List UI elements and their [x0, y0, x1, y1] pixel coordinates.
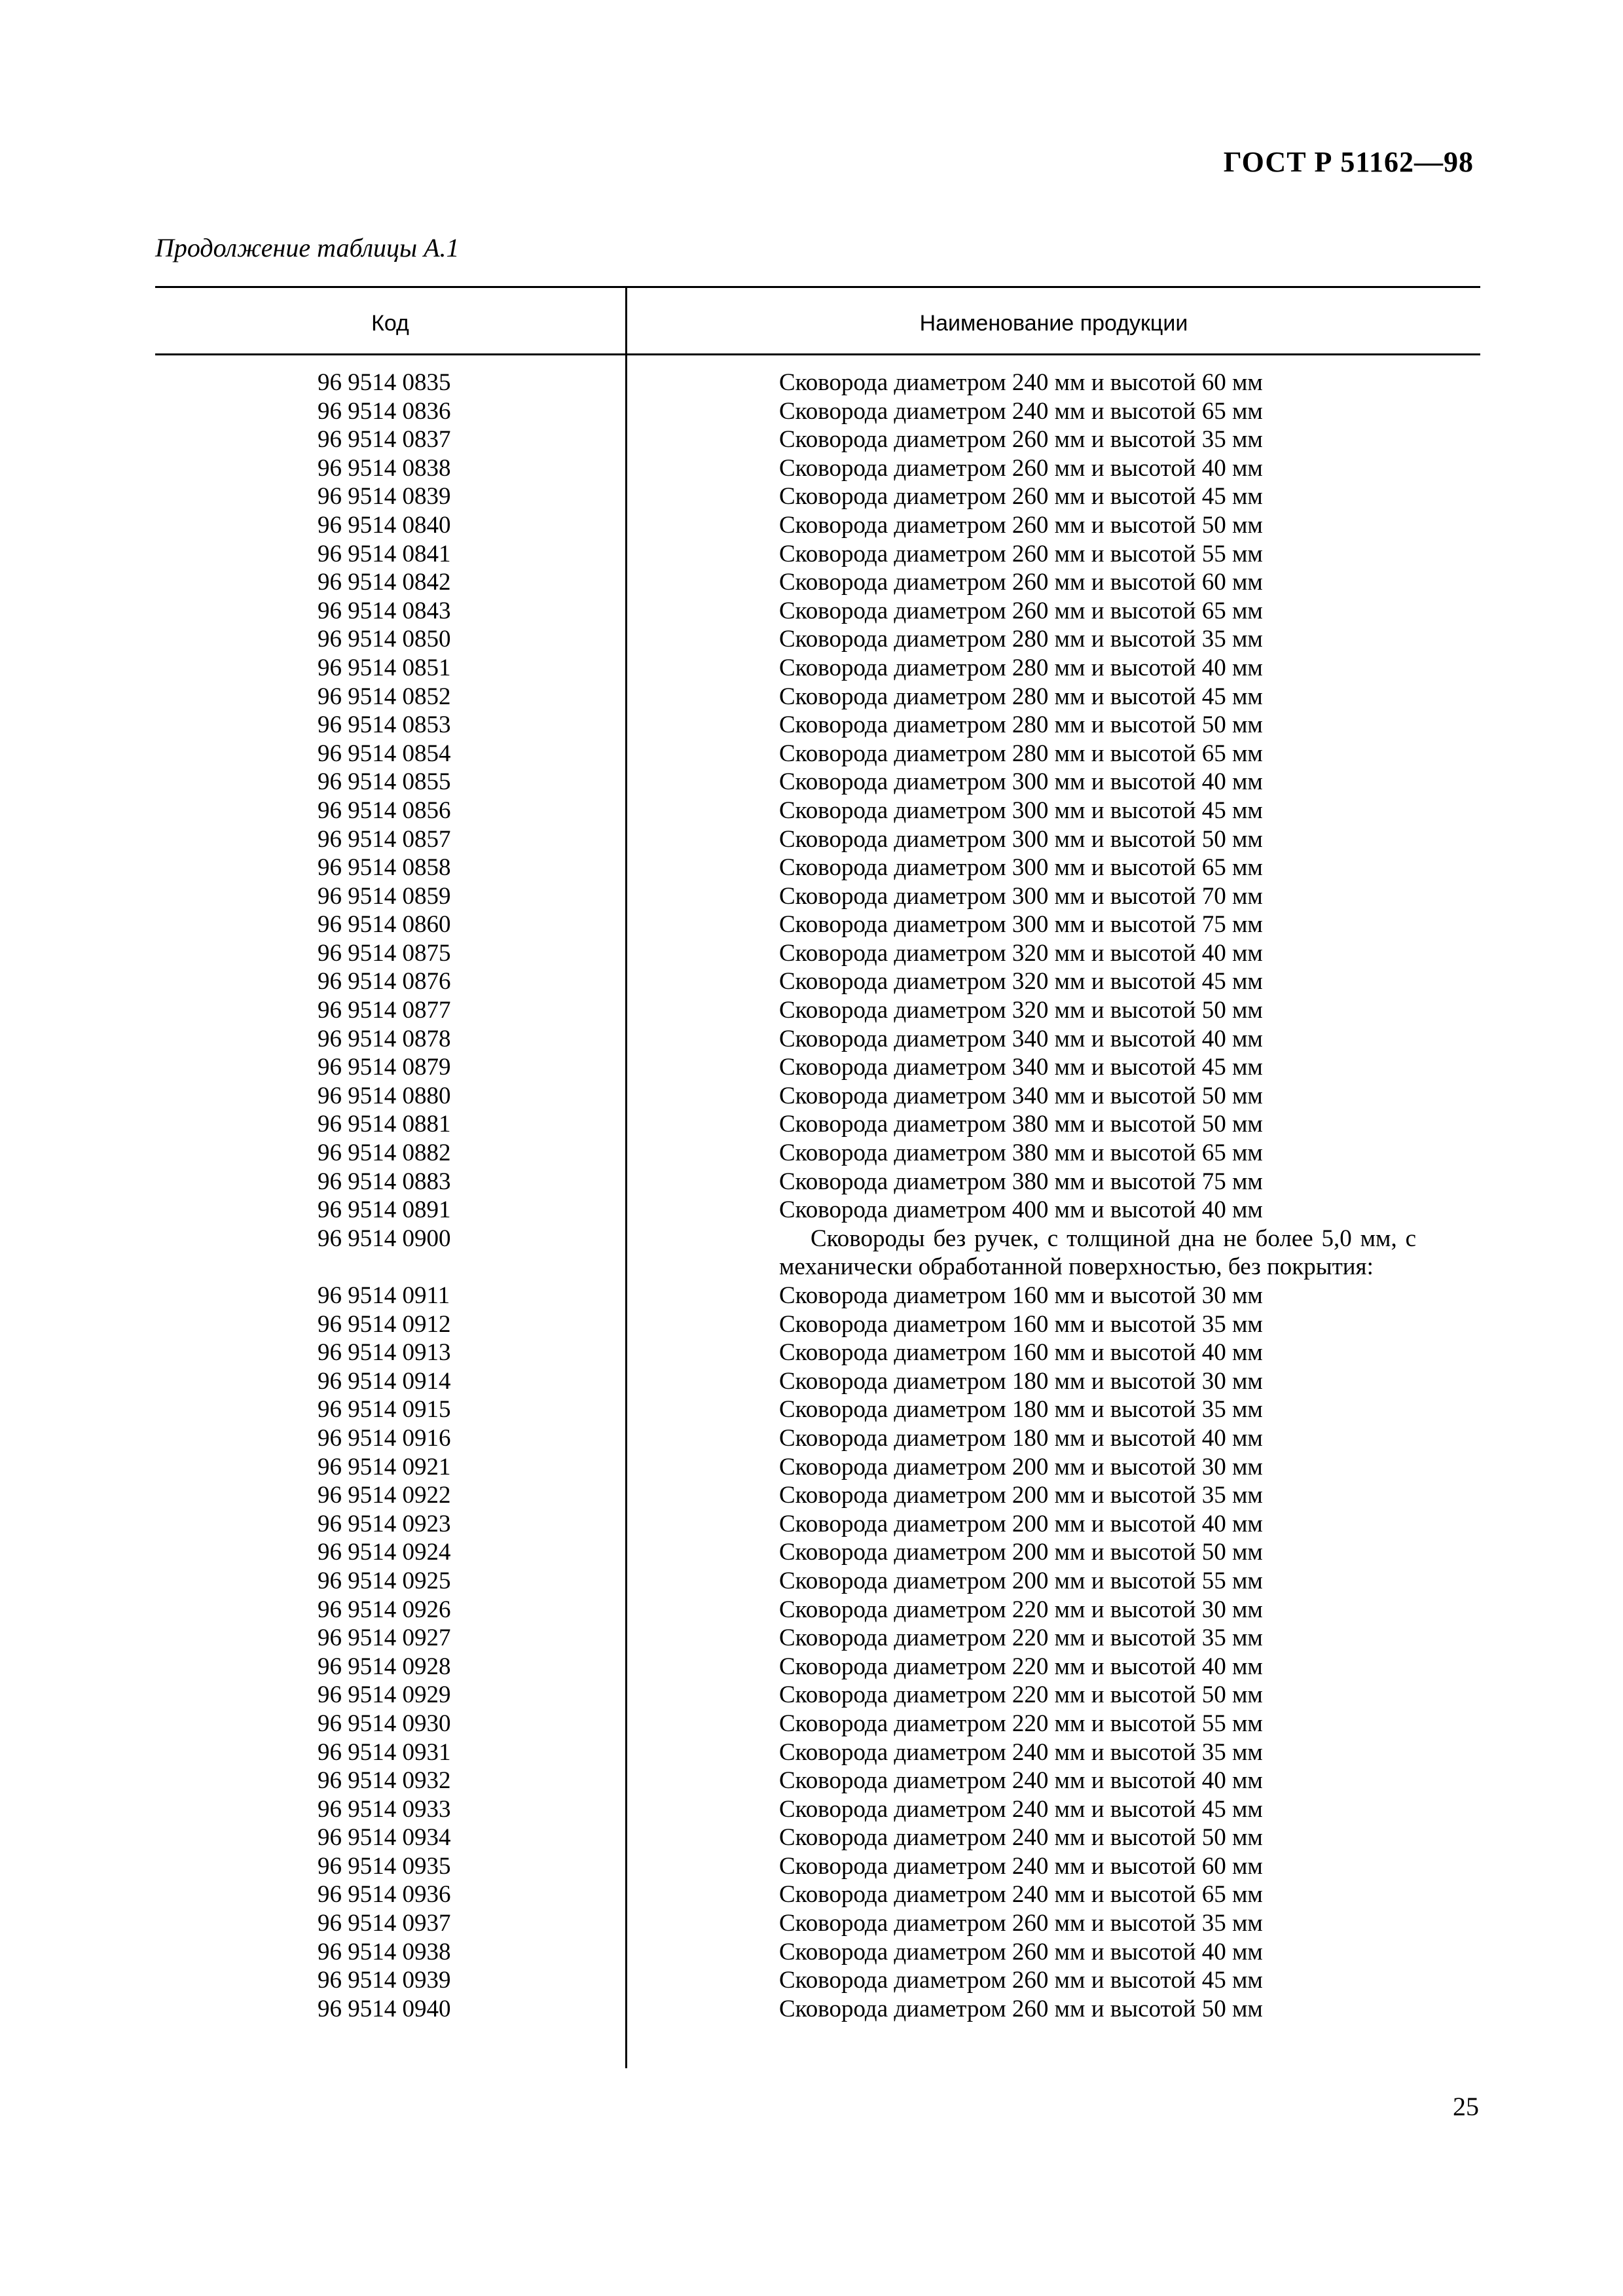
product-code: 96 9514 0933 [318, 1795, 451, 1823]
table-row [155, 1282, 1480, 1310]
product-name: Сковорода диаметром 180 мм и высотой 40 мм [779, 1424, 1263, 1452]
product-name: Сковорода диаметром 380 мм и высотой 75 мм [779, 1168, 1263, 1195]
product-name: Сковорода диаметром 320 мм и высотой 40 мм [779, 939, 1263, 967]
product-name: Сковорода диаметром 260 мм и высотой 65 мм [779, 597, 1263, 624]
table-row [155, 910, 1480, 939]
product-code: 96 9514 0940 [318, 1995, 451, 2022]
product-code: 96 9514 0934 [318, 1824, 451, 1852]
product-code: 96 9514 0881 [318, 1111, 451, 1138]
product-code: 96 9514 0850 [318, 626, 451, 653]
table-row [155, 1653, 1480, 1681]
product-code: 96 9514 0891 [318, 1196, 451, 1224]
table-caption: Продолжение таблицы А.1 [155, 233, 460, 262]
table-row [155, 1538, 1480, 1567]
product-name: Сковорода диаметром 280 мм и высотой 45 мм [779, 683, 1263, 710]
table-row [155, 1424, 1480, 1453]
product-name: Сковорода диаметром 260 мм и высотой 35 мм [779, 1910, 1263, 1937]
table-row [155, 967, 1480, 996]
table-row [155, 540, 1480, 569]
table-row [155, 1110, 1480, 1139]
product-code: 96 9514 0939 [318, 1967, 451, 1994]
product-code: 96 9514 0840 [318, 511, 451, 539]
product-name: Сковорода диаметром 240 мм и высотой 40 мм [779, 1767, 1263, 1795]
product-name: Сковорода диаметром 260 мм и высотой 50 мм [779, 1995, 1263, 2022]
product-name: Сковорода диаметром 380 мм и высотой 65 мм [779, 1139, 1263, 1167]
product-code: 96 9514 0877 [318, 997, 451, 1024]
table-row [155, 1453, 1480, 1482]
table-row [155, 1738, 1480, 1767]
product-name: Сковорода диаметром 220 мм и высотой 30 мм [779, 1596, 1263, 1623]
table-row [155, 1338, 1480, 1367]
table-row [155, 597, 1480, 626]
product-name: Сковорода диаметром 260 мм и высотой 35 мм [779, 426, 1263, 454]
product-name: Сковорода диаметром 240 мм и высотой 60 мм [779, 1852, 1263, 1880]
table-row [155, 1225, 1480, 1282]
product-name: Сковорода диаметром 260 мм и высотой 60 мм [779, 569, 1263, 596]
product-code: 96 9514 0882 [318, 1139, 451, 1167]
table-row [155, 882, 1480, 911]
product-name: Сковорода диаметром 160 мм и высотой 30 мм [779, 1282, 1263, 1309]
product-code: 96 9514 0924 [318, 1539, 451, 1566]
product-name: Сковорода диаметром 160 мм и высотой 40 мм [779, 1339, 1263, 1367]
product-code: 96 9514 0929 [318, 1681, 451, 1709]
document-header: ГОСТ Р 51162—98 [1223, 146, 1474, 178]
product-code: 96 9514 0911 [318, 1282, 450, 1309]
product-code: 96 9514 0851 [318, 654, 451, 681]
product-name: Сковорода диаметром 300 мм и высотой 45 мм [779, 797, 1263, 824]
table-row [155, 939, 1480, 968]
product-name: Сковорода диаметром 160 мм и высотой 35 мм [779, 1310, 1263, 1338]
product-name: Сковорода диаметром 200 мм и высотой 35 мм [779, 1482, 1263, 1509]
table-row [155, 1395, 1480, 1424]
product-name: Сковорода диаметром 320 мм и высотой 50 мм [779, 997, 1263, 1024]
product-code: 96 9514 0854 [318, 740, 451, 767]
product-name: Сковорода диаметром 340 мм и высотой 40 мм [779, 1025, 1263, 1052]
product-name: Сковорода диаметром 280 мм и высотой 50 мм [779, 711, 1263, 739]
table-row [155, 482, 1480, 511]
product-name: Сковорода диаметром 180 мм и высотой 30 мм [779, 1367, 1263, 1395]
product-code: 96 9514 0879 [318, 1054, 451, 1081]
product-name: Сковорода диаметром 400 мм и высотой 40 мм [779, 1196, 1263, 1224]
product-name: Сковорода диаметром 340 мм и высотой 45 мм [779, 1054, 1263, 1081]
product-name: Сковорода диаметром 300 мм и высотой 50 мм [779, 825, 1263, 853]
table-row [155, 454, 1480, 483]
product-code: 96 9514 0859 [318, 882, 451, 910]
product-name: Сковорода диаметром 220 мм и высотой 40 мм [779, 1653, 1263, 1680]
product-name: Сковорода диаметром 280 мм и высотой 35 мм [779, 626, 1263, 653]
product-name: Сковорода диаметром 320 мм и высотой 45 мм [779, 968, 1263, 996]
table-row [155, 1710, 1480, 1738]
product-code: 96 9514 0928 [318, 1653, 451, 1680]
table-row [155, 1196, 1480, 1225]
table-row [155, 996, 1480, 1025]
product-code: 96 9514 0938 [318, 1938, 451, 1965]
table-row [155, 1168, 1480, 1196]
product-name: Сковорода диаметром 300 мм и высотой 40 мм [779, 768, 1263, 796]
product-code: 96 9514 0932 [318, 1767, 451, 1795]
table-row [155, 1681, 1480, 1710]
table-top-rule [155, 286, 1480, 288]
product-code: 96 9514 0931 [318, 1738, 451, 1766]
product-name: Сковорода диаметром 300 мм и высотой 65 мм [779, 854, 1263, 882]
product-code: 96 9514 0875 [318, 939, 451, 967]
table-row [155, 711, 1480, 740]
product-code: 96 9514 0913 [318, 1339, 451, 1367]
table-row [155, 1310, 1480, 1339]
product-code: 96 9514 0914 [318, 1367, 451, 1395]
product-code: 96 9514 0856 [318, 797, 451, 824]
product-code: 96 9514 0916 [318, 1424, 451, 1452]
product-code: 96 9514 0842 [318, 569, 451, 596]
product-name: Сковорода диаметром 240 мм и высотой 35 мм [779, 1738, 1263, 1766]
product-code: 96 9514 0857 [318, 825, 451, 853]
product-name: Сковорода диаметром 300 мм и высотой 70 мм [779, 882, 1263, 910]
table-row [155, 1938, 1480, 1967]
product-code: 96 9514 0930 [318, 1710, 451, 1737]
product-code: 96 9514 0883 [318, 1168, 451, 1195]
product-code: 96 9514 0915 [318, 1396, 451, 1424]
product-name: Сковорода диаметром 200 мм и высотой 55 мм [779, 1567, 1263, 1594]
product-name: Сковорода диаметром 180 мм и высотой 35 мм [779, 1396, 1263, 1424]
product-code: 96 9514 0921 [318, 1453, 451, 1480]
product-code: 96 9514 0835 [318, 369, 451, 396]
product-code: 96 9514 0926 [318, 1596, 451, 1623]
product-code: 96 9514 0927 [318, 1624, 451, 1652]
table-row [155, 1481, 1480, 1510]
table-row [155, 511, 1480, 540]
product-name: Сковорода диаметром 260 мм и высотой 40 мм [779, 1938, 1263, 1965]
table-row [155, 1966, 1480, 1995]
product-code: 96 9514 0880 [318, 1082, 451, 1109]
table-row [155, 1767, 1480, 1795]
product-code: 96 9514 0841 [318, 540, 451, 567]
product-code: 96 9514 0876 [318, 968, 451, 996]
product-code: 96 9514 0912 [318, 1310, 451, 1338]
product-name: Сковорода диаметром 280 мм и высотой 40 мм [779, 654, 1263, 681]
product-name: Сковорода диаметром 260 мм и высотой 45 мм [779, 1967, 1263, 1994]
table-row [155, 1823, 1480, 1852]
table-row [155, 1596, 1480, 1624]
product-name: Сковорода диаметром 240 мм и высотой 50 мм [779, 1824, 1263, 1852]
column-header-code: Код [371, 311, 409, 336]
product-name: Сковорода диаметром 260 мм и высотой 50 мм [779, 511, 1263, 539]
table-row [155, 1025, 1480, 1054]
table-row [155, 625, 1480, 654]
product-name: Сковорода диаметром 260 мм и высотой 40 мм [779, 454, 1263, 482]
product-name: Сковорода диаметром 240 мм и высотой 45 мм [779, 1795, 1263, 1823]
product-code: 96 9514 0855 [318, 768, 451, 796]
table-row [155, 1880, 1480, 1909]
product-name: Сковорода диаметром 200 мм и высотой 40 мм [779, 1510, 1263, 1537]
product-name: Сковорода диаметром 280 мм и высотой 65 мм [779, 740, 1263, 767]
product-code: 96 9514 0935 [318, 1852, 451, 1880]
product-code: 96 9514 0836 [318, 397, 451, 425]
product-name: Сковорода диаметром 200 мм и высотой 30 мм [779, 1453, 1263, 1480]
product-name: Сковорода диаметром 340 мм и высотой 50 мм [779, 1082, 1263, 1109]
column-header-name: Наименование продукции [919, 311, 1188, 336]
product-code: 96 9514 0837 [318, 426, 451, 454]
product-code: 96 9514 0860 [318, 911, 451, 939]
product-code: 96 9514 0853 [318, 711, 451, 739]
table-row [155, 1053, 1480, 1082]
table-row [155, 1510, 1480, 1539]
product-name: Сковорода диаметром 260 мм и высотой 55 мм [779, 540, 1263, 567]
product-code: 96 9514 0937 [318, 1910, 451, 1937]
table-row [155, 1995, 1480, 2024]
table-row [155, 368, 1480, 397]
product-code: 96 9514 0922 [318, 1482, 451, 1509]
table-row [155, 768, 1480, 797]
product-code: 96 9514 0936 [318, 1881, 451, 1909]
product-code: 96 9514 0900 [318, 1225, 451, 1252]
product-name: Сковорода диаметром 260 мм и высотой 45 мм [779, 483, 1263, 511]
product-code: 96 9514 0852 [318, 683, 451, 710]
product-code: 96 9514 0839 [318, 483, 451, 511]
table-row [155, 397, 1480, 426]
table-row [155, 1139, 1480, 1168]
product-name: Сковорода диаметром 240 мм и высотой 60 мм [779, 369, 1263, 396]
table-row [155, 1367, 1480, 1396]
table-header-rule [155, 353, 1480, 355]
product-code: 96 9514 0838 [318, 454, 451, 482]
table-row [155, 1082, 1480, 1111]
table-row [155, 797, 1480, 825]
product-code: 96 9514 0858 [318, 854, 451, 882]
product-name: Сковороды без ручек, с толщиной дна не более 5,0 мм, с механически обработанной поверхностью, без покрытия: [779, 1225, 1416, 1281]
product-name: Сковорода диаметром 200 мм и высотой 50 мм [779, 1539, 1263, 1566]
product-code: 96 9514 0878 [318, 1025, 451, 1052]
table-body [155, 368, 1480, 2023]
table-row [155, 853, 1480, 882]
product-name: Сковорода диаметром 240 мм и высотой 65 мм [779, 397, 1263, 425]
table-row [155, 1909, 1480, 1938]
product-code: 96 9514 0843 [318, 597, 451, 624]
table-row [155, 1852, 1480, 1881]
table-row [155, 1795, 1480, 1824]
table-row [155, 683, 1480, 711]
table-row [155, 1624, 1480, 1653]
product-name: Сковорода диаметром 220 мм и высотой 50 мм [779, 1681, 1263, 1709]
table-row [155, 740, 1480, 768]
product-code: 96 9514 0925 [318, 1567, 451, 1594]
table-row [155, 654, 1480, 683]
product-name: Сковорода диаметром 300 мм и высотой 75 мм [779, 911, 1263, 939]
product-code: 96 9514 0923 [318, 1510, 451, 1537]
product-name: Сковорода диаметром 220 мм и высотой 35 мм [779, 1624, 1263, 1652]
product-name: Сковорода диаметром 220 мм и высотой 55 мм [779, 1710, 1263, 1737]
table-row [155, 825, 1480, 854]
page-number: 25 [1453, 2092, 1479, 2121]
table-row [155, 568, 1480, 597]
table-row [155, 1567, 1480, 1596]
product-name: Сковорода диаметром 240 мм и высотой 65 мм [779, 1881, 1263, 1909]
product-name: Сковорода диаметром 380 мм и высотой 50 мм [779, 1111, 1263, 1138]
table-row [155, 425, 1480, 454]
